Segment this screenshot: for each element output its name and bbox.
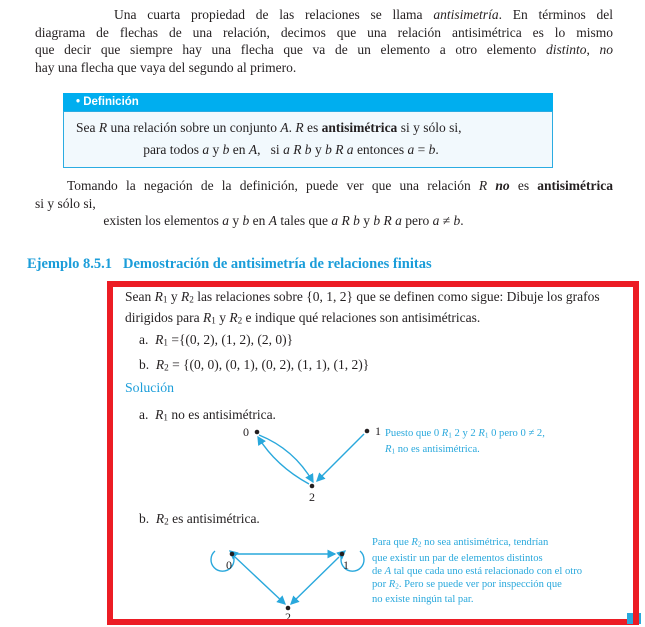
node-2-dot <box>310 484 315 489</box>
digraph-r1 <box>225 420 405 508</box>
node-0-label: 0 <box>243 425 249 439</box>
annotation-part-b <box>372 536 624 607</box>
negation-paragraph <box>35 177 613 212</box>
node-0-label: 0 <box>226 558 232 572</box>
node-1-label: 1 <box>343 558 349 572</box>
solution-part-a-label: a. R1 no es antisimétrica. <box>139 407 276 423</box>
digraph-r2 <box>195 524 380 622</box>
negation-line: Tomando la negación de la definición, puede ver que una relación R no es antisimétrica <box>67 178 614 193</box>
node-1-dot <box>340 552 345 557</box>
node-1-label: 1 <box>375 424 381 438</box>
red-border-overlap <box>633 613 639 624</box>
annotation-part-a <box>385 427 625 458</box>
definition-header <box>63 93 553 111</box>
annotation-line: de A tal que cada uno está relacionado con el otro <box>372 565 583 577</box>
problem-line: dirigidos para R1 y R2 e indique qué relaciones son antisimétricas. <box>125 310 481 326</box>
node-0-dot <box>255 430 260 435</box>
definition-body <box>63 111 553 168</box>
relation-item-a: a. R1 ={(0, 2), (1, 2), (2, 0)} <box>139 332 294 348</box>
node-0-dot <box>230 552 235 557</box>
edge-1-to-2 <box>317 434 364 481</box>
annotation-line: que existir un par de elementos distintos <box>372 552 543 564</box>
solution-part-b-label: b. R2 es antisimétrica. <box>139 511 260 527</box>
example-title: Demostración de antisimetría de relaciones finitas <box>122 256 432 272</box>
annotation-line: Puesto que 0 R1 2 y 2 R1 0 pero 0 ≠ 2, <box>385 428 545 440</box>
intro-line: hay una flecha que vaya del segundo al primero. <box>35 59 297 75</box>
problem-line: Sean R1 y R2 las relaciones sobre {0, 1, 2} que se definen como sigue: Dibuje los grafos <box>125 289 600 305</box>
annotation-line: Para que R2 no sea antisimétrica, tendrían <box>372 537 549 549</box>
problem-statement <box>125 288 639 330</box>
annotation-line: no existe ningún tal par. <box>372 594 474 606</box>
intro-line: Una cuarta propiedad de las relaciones se llama antisimetría. En términos del <box>114 7 613 22</box>
annotation-line: R1 no es antisimétrica. <box>385 443 480 455</box>
node-2-label: 2 <box>309 490 315 504</box>
edge-0-to-2 <box>235 557 285 604</box>
intro-line: que decir que siempre hay una flecha que va de un elemento a otro elemento distinto, no <box>35 42 614 58</box>
negation-line: si y sólo si, <box>35 195 96 211</box>
definition-formula: para todos a y b en A, si a R b y b R a entonces a = b. <box>143 141 439 157</box>
negation-formula: existen los elementos a y b en A tales que a R b y b R a pero a ≠ b. <box>103 213 464 228</box>
node-1-dot <box>365 429 370 434</box>
annotation-line: por R2. Pero se puede ver por inspección que <box>372 578 562 591</box>
relation-item-b: b. R2 = {(0, 0), (0, 1), (0, 2), (1, 1), (1, 2)} <box>139 357 370 373</box>
example-number: Ejemplo 8.5.1 <box>27 256 112 272</box>
edge-0-to-2 <box>259 435 313 482</box>
intro-paragraph <box>35 6 613 76</box>
definition-text: Sea R una relación sobre un conjunto A. R es antisimétrica si y sólo si, <box>76 120 462 135</box>
solution-label: Solución <box>125 380 175 395</box>
node-2-label: 2 <box>285 610 291 622</box>
edge-2-to-0 <box>258 437 309 484</box>
definition-title: Definición <box>83 96 139 108</box>
example-heading <box>27 256 432 273</box>
bullet-icon: • <box>76 96 81 108</box>
definition-box <box>63 93 553 168</box>
intro-line: diagrama de flechas de una relación, decimos que una relación antisimétrica es lo mismo <box>35 24 613 40</box>
edge-1-to-2 <box>291 557 339 604</box>
